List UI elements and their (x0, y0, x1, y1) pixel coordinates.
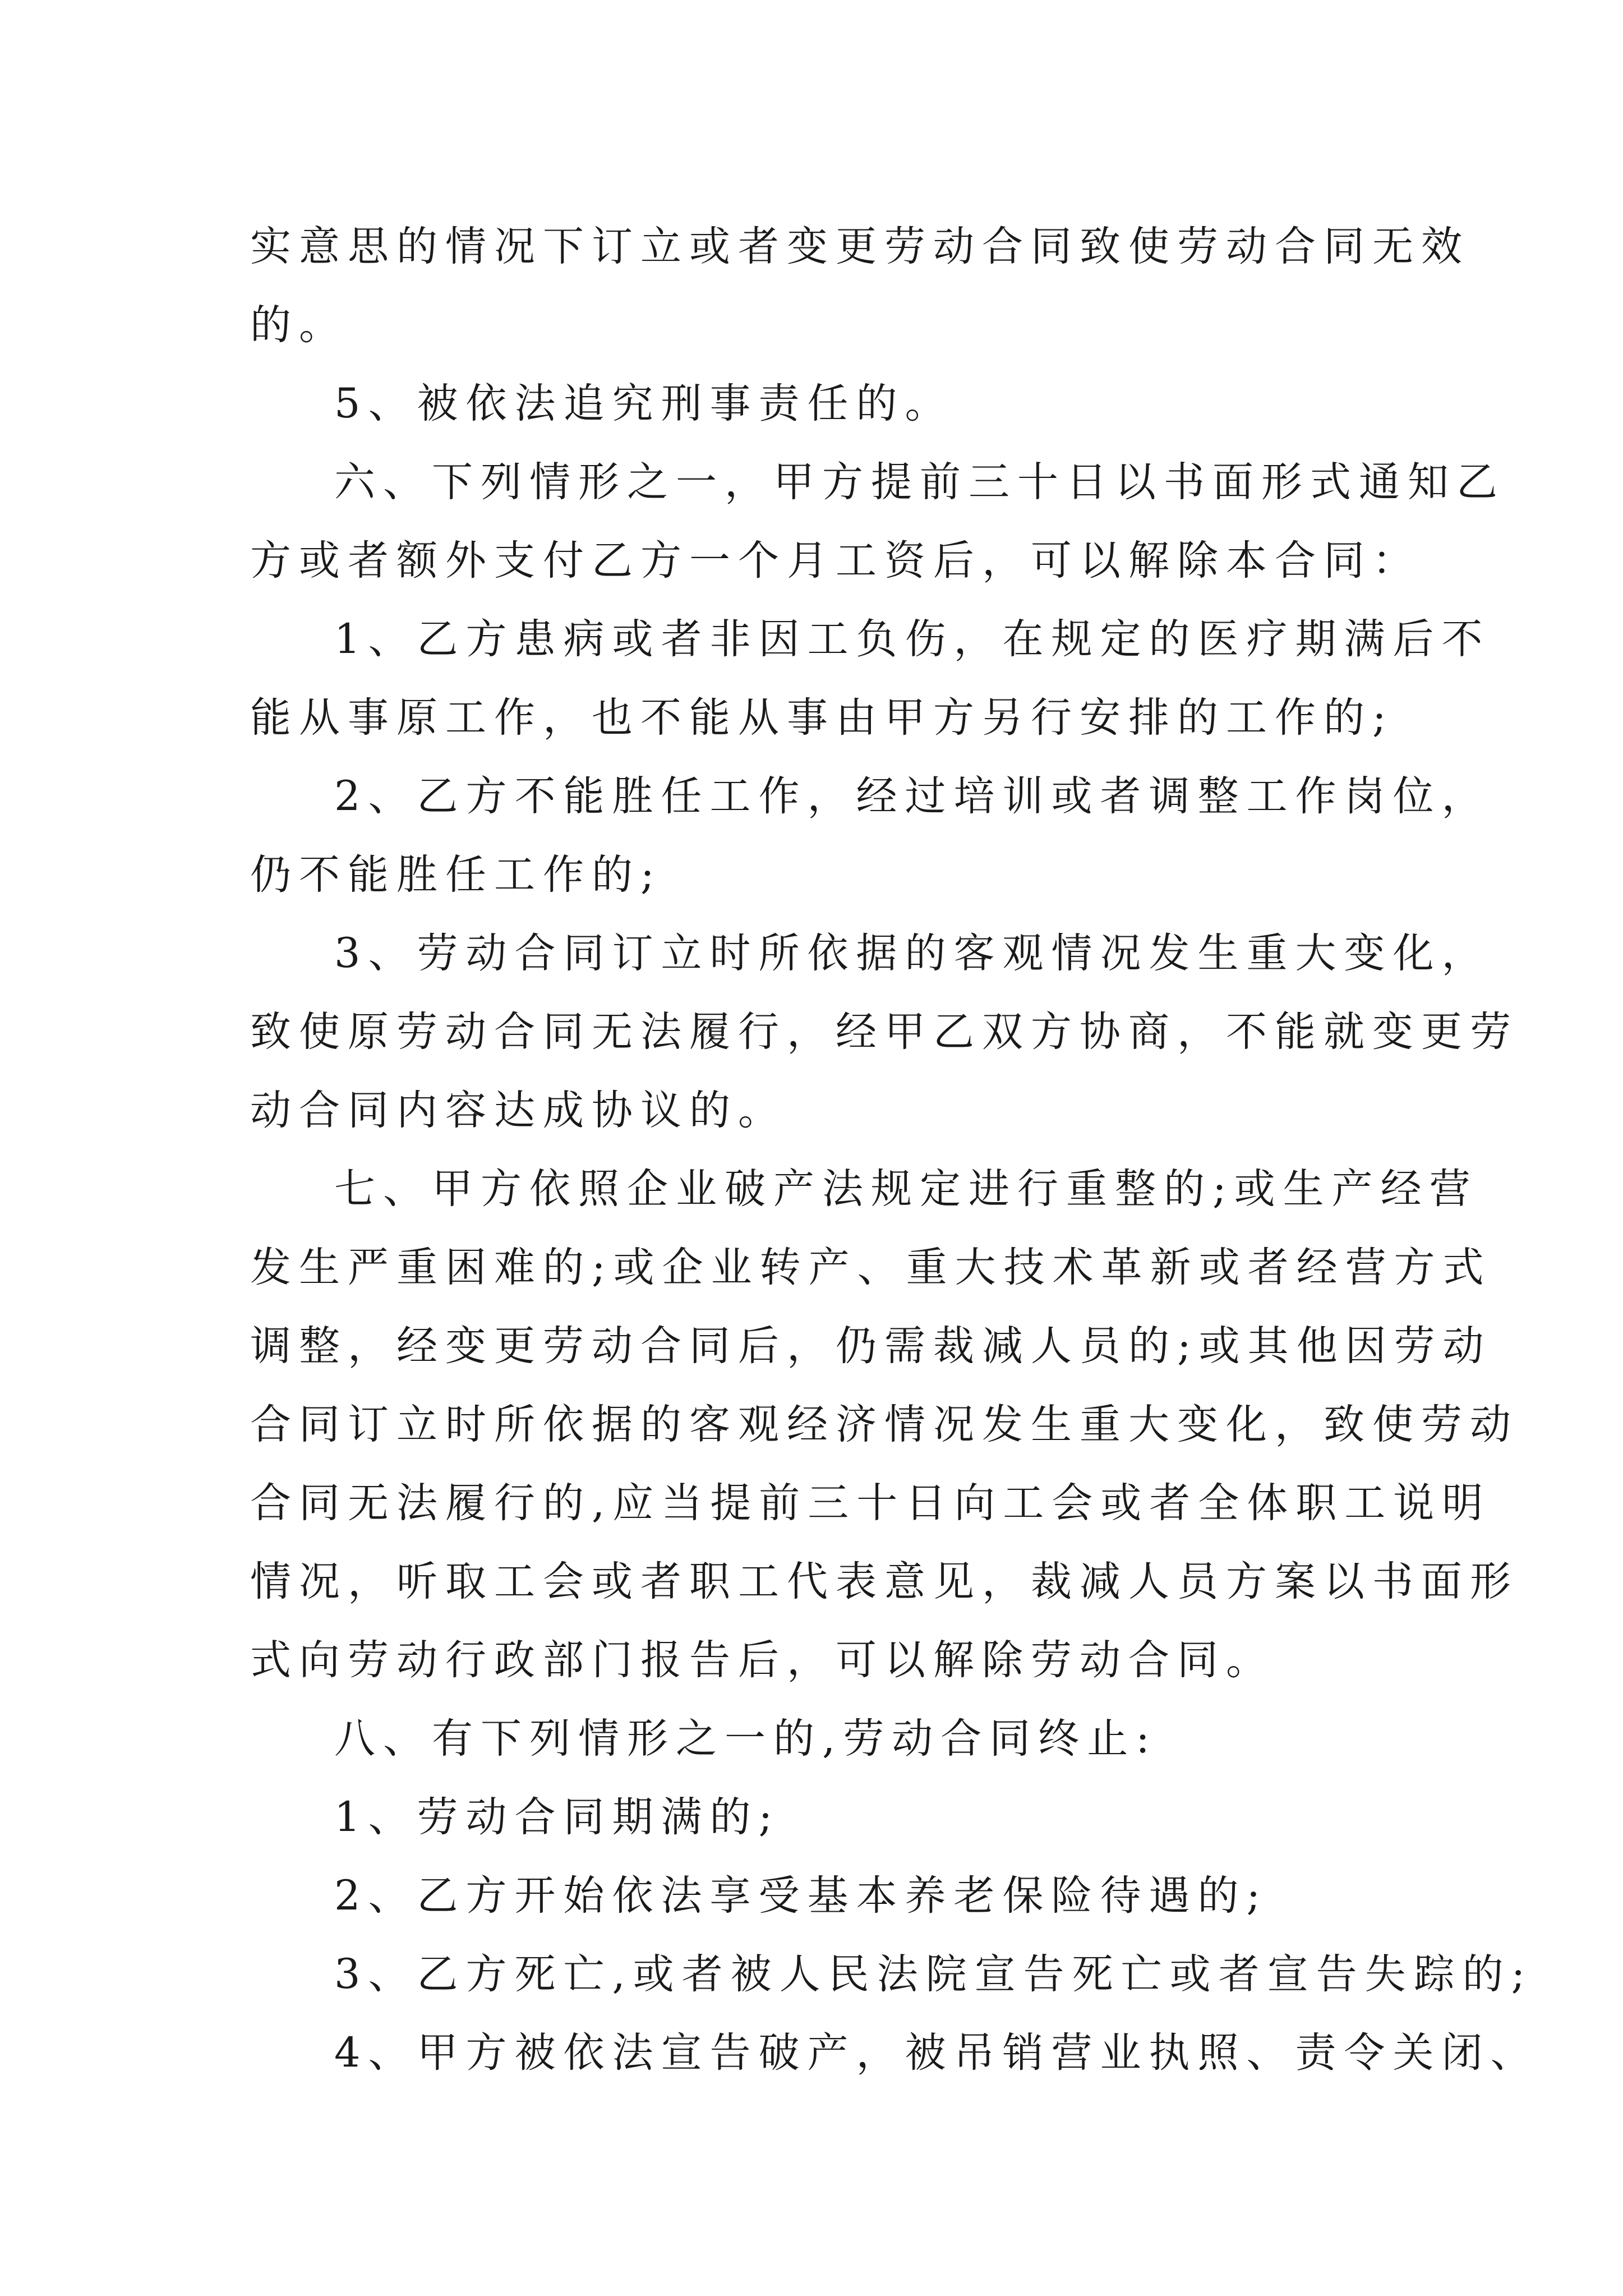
text-line: 合同无法履行的,应当提前三十日向工会或者全体职工说明 (250, 1479, 1491, 1527)
text-line: 的。 (250, 301, 348, 349)
text-line: 情况，听取工会或者职工代表意见，裁减人员方案以书面形 (250, 1558, 1519, 1605)
text-line: 发生严重困难的;或企业转产、重大技术革新或者经营方式 (250, 1244, 1492, 1291)
text-line: 2、乙方开始依法享受基本养老保险待遇的; (334, 1872, 1269, 1920)
text-line: 方或者额外支付乙方一个月工资后，可以解除本合同： (250, 537, 1421, 585)
text-line: 1、乙方患病或者非因工负伤，在规定的医疗期满后不 (334, 615, 1491, 663)
text-line: 八、有下列情形之一的,劳动合同终止: (334, 1715, 1158, 1763)
text-line: 1、劳动合同期满的; (334, 1793, 781, 1841)
text-line: 式向劳动行政部门报告后，可以解除劳动合同。 (250, 1636, 1275, 1684)
text-line: 3、乙方死亡,或者被人民法院宣告死亡或者宣告失踪的; (334, 1950, 1533, 1998)
text-line: 合同订立时所依据的客观经济情况发生重大变化，致使劳动 (250, 1401, 1519, 1448)
text-line: 致使原劳动合同无法履行，经甲乙双方协商，不能就变更劳 (250, 1008, 1519, 1056)
text-line: 3、劳动合同订立时所依据的客观情况发生重大变化， (334, 930, 1491, 977)
text-line: 动合同内容达成协议的。 (250, 1087, 787, 1134)
text-line: 5、被依法追究刑事责任的。 (334, 380, 954, 427)
text-line: 实意思的情况下订立或者变更劳动合同致使劳动合同无效 (250, 223, 1470, 270)
text-line: 七、甲方依照企业破产法规定进行重整的;或生产经营 (334, 1165, 1478, 1213)
text-line: 调整，经变更劳动合同后，仍需裁减人员的;或其他因劳动 (250, 1322, 1492, 1370)
text-line: 六、下列情形之一，甲方提前三十日以书面形式通知乙 (334, 458, 1505, 506)
text-line: 4、甲方被依法宣告破产，被吊销营业执照、责令关闭、 (334, 2029, 1539, 2077)
text-line: 能从事原工作，也不能从事由甲方另行安排的工作的; (250, 694, 1394, 742)
text-line: 2、乙方不能胜任工作，经过培训或者调整工作岗位， (334, 772, 1491, 820)
text-line: 仍不能胜任工作的; (250, 851, 662, 899)
